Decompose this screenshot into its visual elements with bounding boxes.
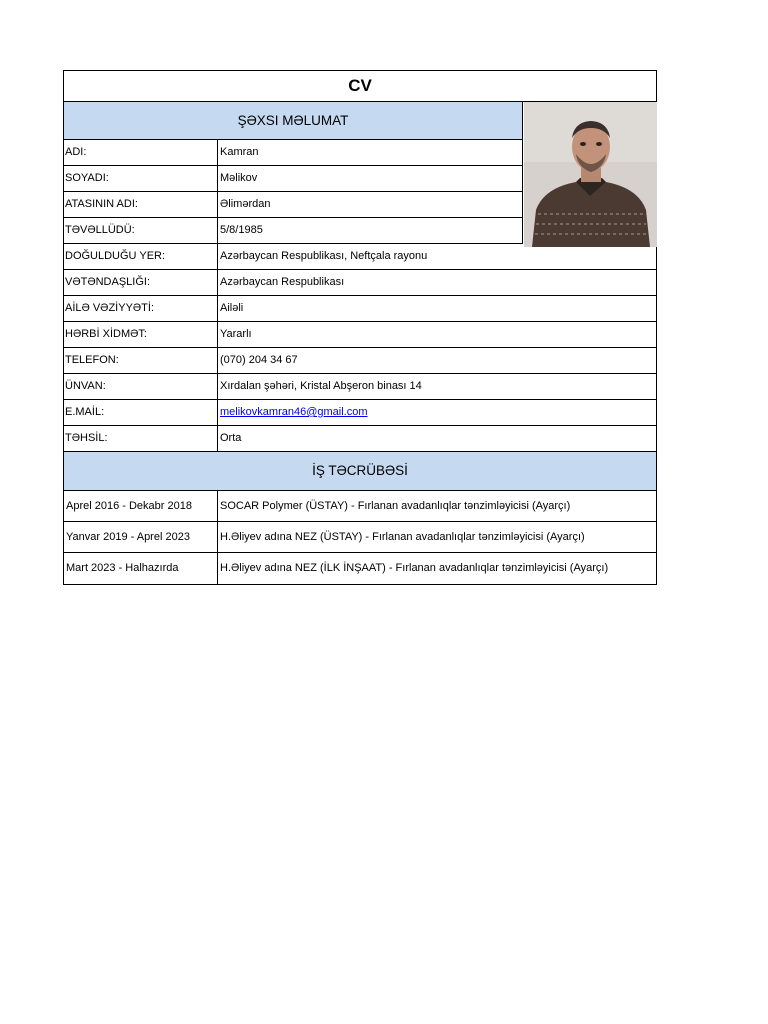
field-value: Məlikov (220, 172, 258, 184)
field-value: Əlimərdan (220, 198, 271, 210)
personal-info-heading: ŞƏXSI MƏLUMAT (64, 102, 523, 140)
work-description: H.Əliyev adına NEZ (ÜSTAY) - Fırlanan avadanlıqlar tənzimləyicisi (Ayarçı) (220, 531, 585, 543)
field-row-marital-status (64, 296, 656, 322)
field-value: 5/8/1985 (220, 224, 263, 236)
work-row (64, 553, 656, 584)
field-row-education (64, 426, 656, 452)
work-experience-section (64, 452, 656, 584)
field-label: TƏHSİL: (64, 426, 218, 451)
field-row-phone (64, 348, 656, 374)
personal-info-section (64, 102, 656, 452)
field-row-name (64, 140, 523, 166)
cv-document (63, 70, 657, 585)
work-period: Mart 2023 - Halhazırda (64, 553, 218, 584)
work-row (64, 522, 656, 553)
field-value: Kamran (220, 146, 259, 158)
field-value: Yararlı (220, 328, 252, 340)
field-row-citizenship (64, 270, 656, 296)
field-row-surname (64, 166, 523, 192)
field-label: E.MAİL: (64, 400, 218, 425)
portrait-image (524, 102, 657, 247)
field-label: HƏRBİ XİDMƏT: (64, 322, 218, 347)
field-row-address (64, 374, 656, 400)
cv-title: CV (64, 71, 656, 102)
field-row-father-name (64, 192, 523, 218)
field-label: TELEFON: (64, 348, 218, 373)
field-value: Xırdalan şəhəri, Kristal Abşeron binası 14 (220, 380, 422, 392)
field-label: ÜNVAN: (64, 374, 218, 399)
field-label: VƏTƏNDAŞLIĞI: (64, 270, 218, 295)
work-experience-heading: İŞ TƏCRÜBƏSİ (64, 452, 656, 491)
field-value: Orta (220, 432, 242, 444)
work-row (64, 491, 656, 522)
field-label: SOYADI: (64, 166, 218, 191)
field-label: AİLƏ VƏZİYYƏTİ: (64, 296, 218, 321)
field-value: Ailəli (220, 302, 244, 314)
field-row-military-service (64, 322, 656, 348)
field-row-birth-place (64, 244, 656, 270)
field-label: ATASININ ADI: (64, 192, 218, 217)
work-period: Yanvar 2019 - Aprel 2023 (64, 522, 218, 552)
field-value: Azərbaycan Respublikası, Neftçala rayonu (220, 250, 428, 262)
field-value: Azərbaycan Respublikası (220, 276, 345, 288)
work-period: Aprel 2016 - Dekabr 2018 (64, 491, 218, 521)
field-row-birth-date (64, 218, 523, 244)
profile-photo (524, 102, 657, 247)
field-value (218, 400, 656, 425)
email-link[interactable]: melikovkamran46@gmail.com (220, 406, 368, 418)
field-value: (070) 204 34 67 (220, 354, 298, 366)
field-label: DOĞULDUĞU YER: (64, 244, 218, 269)
field-row-email (64, 400, 656, 426)
work-description: H.Əliyev adına NEZ (İLK İNŞAAT) - Fırlanan avadanlıqlar tənzimləyicisi (Ayarçı) (220, 562, 609, 574)
field-label: ADI: (64, 140, 218, 165)
field-label: TƏVƏLLÜDÜ: (64, 218, 218, 243)
work-description: SOCAR Polymer (ÜSTAY) - Fırlanan avadanlıqlar tənzimləyicisi (Ayarçı) (220, 500, 571, 512)
